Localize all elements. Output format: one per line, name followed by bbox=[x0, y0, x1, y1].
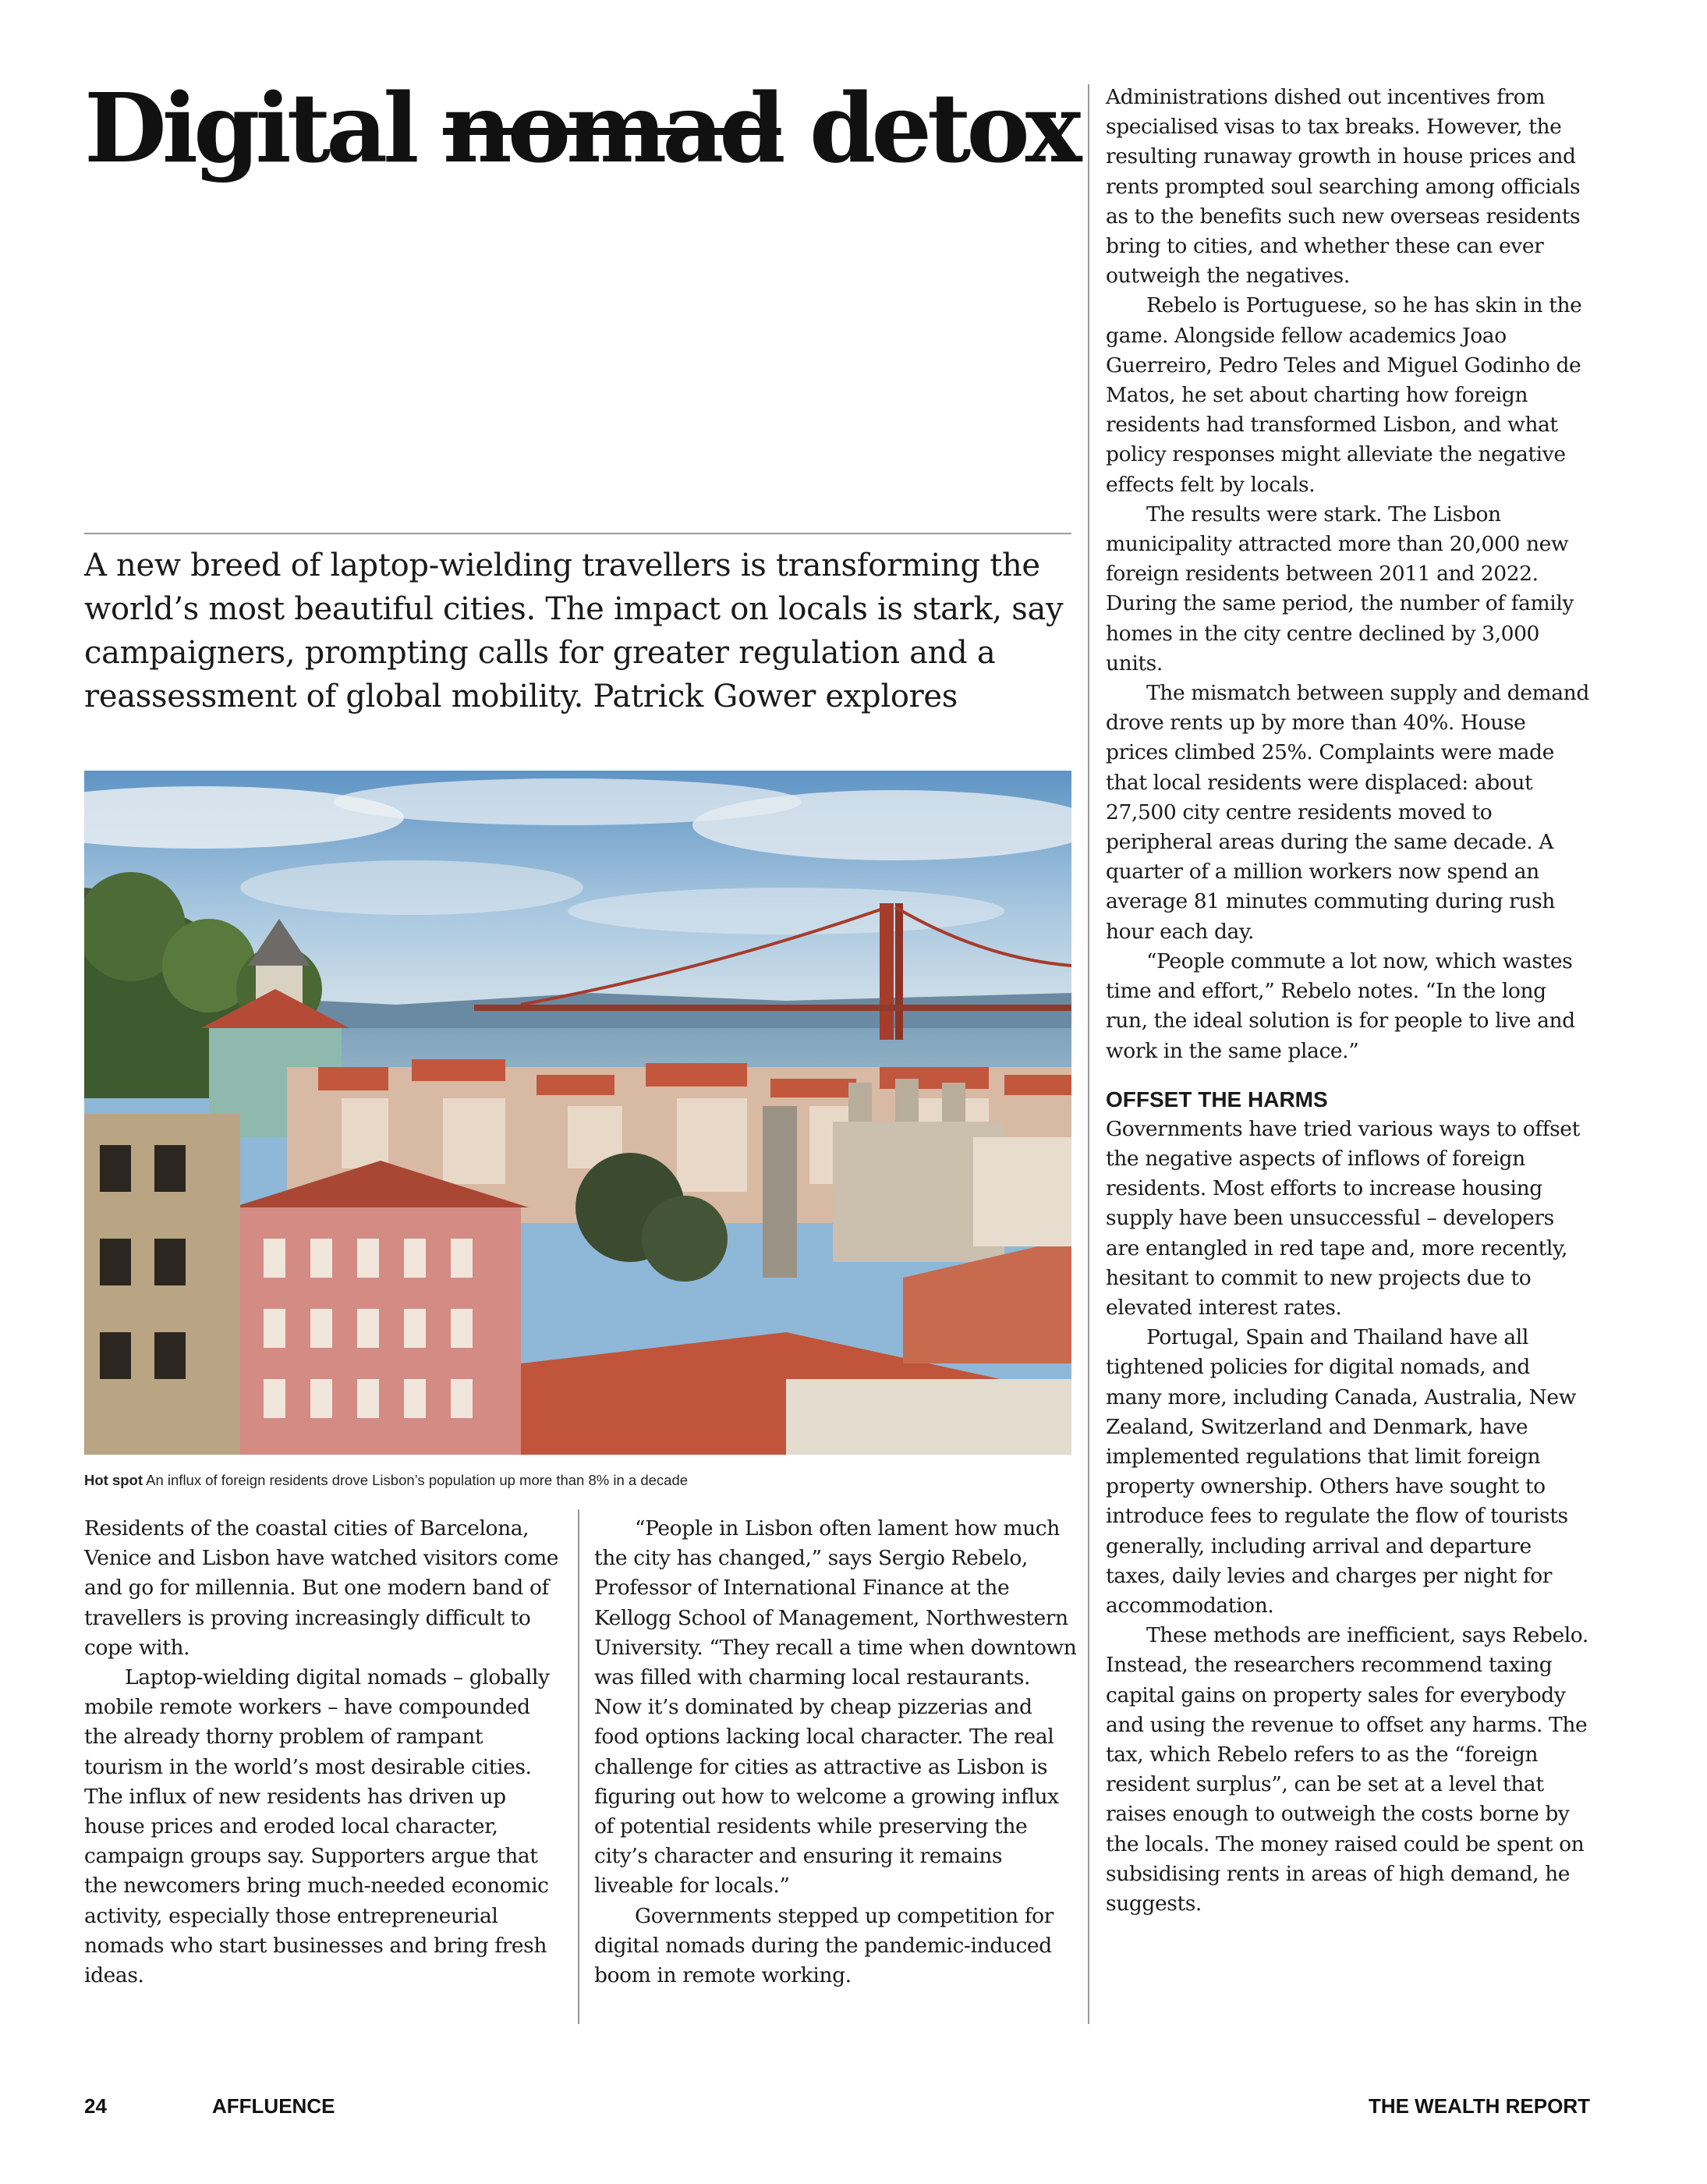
paragraph: Portugal, Spain and Thailand have all tightened policies for digital nomads, and many more, including Canada, Australia, New Zealand, Switzerland and Denmark, have implemented regulations that limit foreign property ownership. Others have sought to introduce fees to regulate the flow of tourists generally, including arrival and departure taxes, daily levies and charges per night for accommodation. bbox=[1106, 1325, 1576, 1618]
paragraph: “People commute a lot now, which wastes time and effort,” Rebelo notes. “In the long run, the ideal solution is for people to live and work in the same place.” bbox=[1106, 948, 1575, 1063]
page-number: 24 bbox=[84, 2094, 107, 2118]
paragraph: The results were stark. The Lisbon municipality attracted more than 20,000 new foreign residents between 2011 and 2022. During the same period, the number of family homes in the city centre declined by 3,000 units. bbox=[1106, 502, 1574, 675]
body-column-1 bbox=[84, 1514, 564, 1991]
headline bbox=[84, 66, 1082, 190]
paragraph: Governments have tried various ways to offset the negative aspects of inflows of foreign residents. Most efforts to increase housing supply have been unsuccessful – developers are entangled in red tape and, more recently, hesitant to commit to new projects due to elevated interest rates. bbox=[1106, 1116, 1580, 1320]
standfirst: A new breed of laptop-wielding travellers is transforming the world’s most beautiful cities. The impact on locals is stark, say campaigners, prompting calls for greater regulation and a reassessment of global mobility. Patrick Gower explores bbox=[84, 548, 1064, 714]
section-name: AFFLUENCE bbox=[212, 2094, 335, 2118]
lisbon-cityscape-photo bbox=[84, 771, 1071, 1455]
body-column-3 bbox=[1106, 83, 1589, 1919]
paragraph: These methods are inefficient, says Rebelo. Instead, the researchers recommend taxing capital gains on property sales for everybody and using the revenue to offset any harms. The tax, which Rebelo refers to as the “foreign resident surplus”, can be set at a level that raises enough to outweigh the costs borne by the locals. The money raised could be spent on subsidising rents in areas of high demand, he suggests. bbox=[1106, 1623, 1588, 1916]
headline-word-digital: Digital bbox=[84, 72, 415, 184]
caption-text: An influx of foreign residents drove Lisbon’s population up more than 8% in a decade bbox=[146, 1472, 689, 1488]
body-column-2 bbox=[594, 1514, 1078, 1991]
publication-name: THE WEALTH REPORT bbox=[1368, 2094, 1590, 2118]
section-subhead: OFFSET THE HARMS bbox=[1106, 1087, 1328, 1112]
dek-divider bbox=[84, 533, 1071, 534]
paragraph: Laptop-wielding digital nomads – globally mobile remote workers – have compounded the already thorny problem of rampant tourism in the world’s most desirable cities. The influx of new residents has driven up house prices and eroded local character, campaign groups say. Supporters argue that the newcomers bring much-needed economic activity, especially those entrepreneurial nomads who start businesses and bring fresh ideas. bbox=[84, 1665, 550, 1988]
paragraph: Rebelo is Portuguese, so he has skin in the game. Alongside fellow academics Joao Guerreiro, Pedro Teles and Miguel Godinho de Matos, he set about charting how foreign residents had transformed Lisbon, and what policy responses might alleviate the negative effects felt by locals. bbox=[1106, 293, 1582, 497]
paragraph: “People in Lisbon often lament how much the city has changed,” says Sergio Rebelo, Professor of International Finance at the Kellogg School of Management, Northwestern University. “They recall a time when downtown was filled with charming local restaurants. Now it’s dominated by cheap pizzerias and food options lacking local character. The real challenge for cities as attractive as Lisbon is figuring out how to welcome a growing influx of potential residents while preserving the city’s character and ensuring it remains liveable for locals.” bbox=[594, 1516, 1077, 1899]
paragraph: Administrations dished out incentives from specialised visas to tax breaks. However, the resulting runaway growth in house prices and rents prompted soul searching among officials as to the benefits such new overseas residents bring to cities, and whether these can ever outweigh the negatives. bbox=[1106, 85, 1581, 289]
photo-caption bbox=[84, 1470, 1071, 1491]
caption-label: Hot spot bbox=[84, 1472, 143, 1488]
paragraph: The mismatch between supply and demand drove rents up by more than 40%. House prices climbed 25%. Complaints were made that local residents were displaced: about 27,500 city centre residents moved to peripheral areas during the same decade. A quarter of a million workers now spend an average 81 minutes commuting during rush hour each day. bbox=[1106, 681, 1589, 944]
headline-word-nomad-struck: nomad bbox=[443, 72, 781, 184]
lisbon-cityscape-illustration bbox=[84, 771, 1071, 1455]
headline-word-detox: detox bbox=[809, 72, 1078, 184]
column-divider bbox=[578, 1509, 579, 2024]
paragraph: Residents of the coastal cities of Barcelona, Venice and Lisbon have watched visitors come and go for millennia. But one modern band of travellers is proving increasingly difficult to cope with. bbox=[84, 1516, 559, 1660]
paragraph: Governments stepped up competition for digital nomads during the pandemic-induced boom in remote working. bbox=[594, 1903, 1054, 1988]
column-divider bbox=[1088, 84, 1089, 2024]
